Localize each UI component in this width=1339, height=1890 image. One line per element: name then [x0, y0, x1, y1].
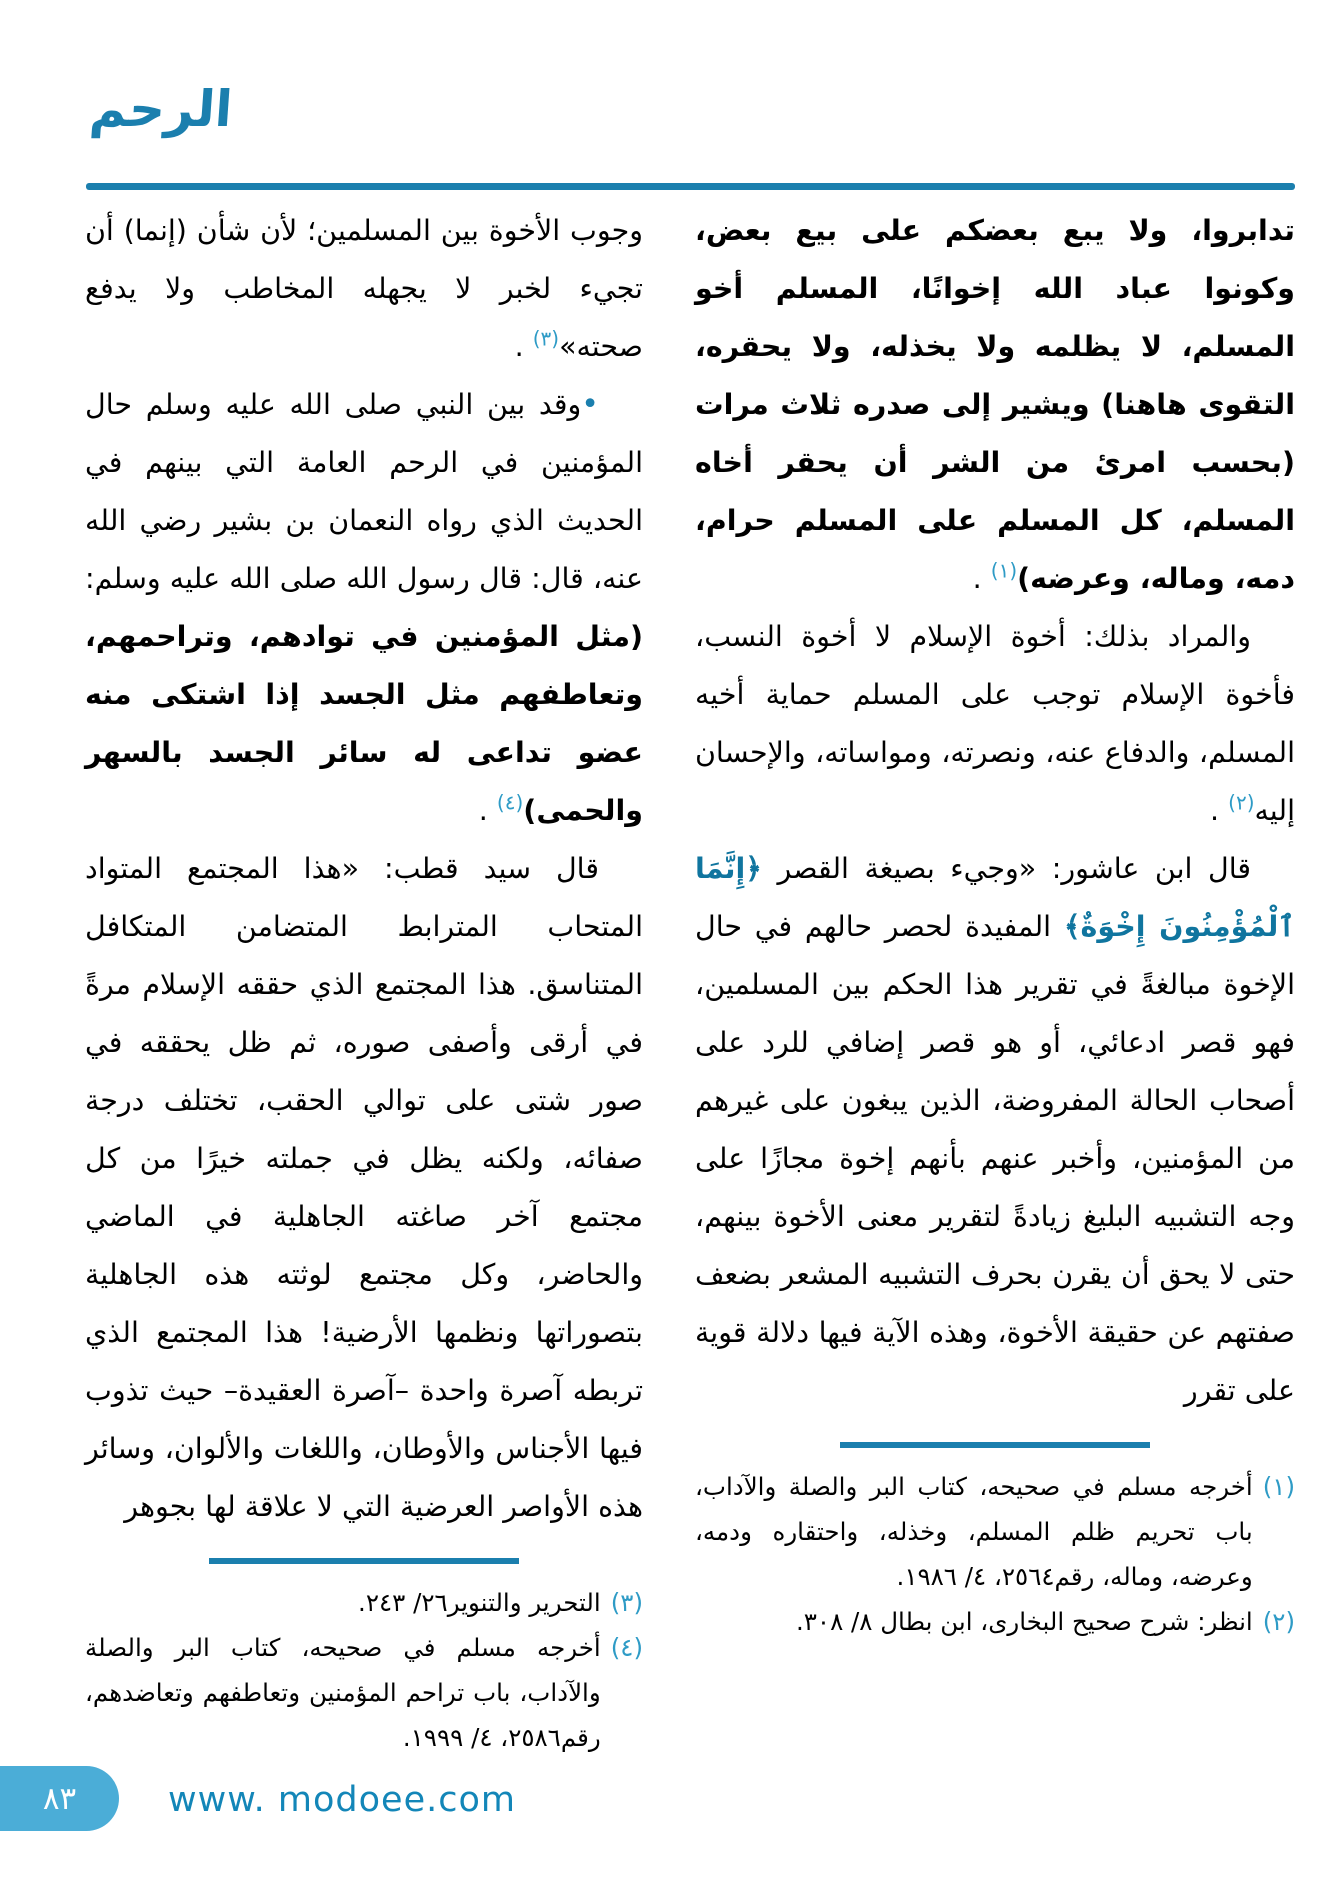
text-run: وجوب الأخوة بين المسلمين؛ لأن شأن (إنما) أن تجيء لخبر لا يجهله المخاطب ولا يدفع صحته» [85, 214, 643, 363]
text-run: . [478, 794, 497, 827]
page-number: ٨٣ [42, 1780, 77, 1817]
paragraph [695, 840, 1295, 1420]
footnotes-left [85, 1580, 643, 1760]
footnotes-right [695, 1464, 1295, 1644]
footnote-number: (١) [1262, 1472, 1295, 1501]
footnote [85, 1580, 643, 1625]
footnote-text: التحرير والتنوير٢٦/ ٢٤٣. [358, 1588, 601, 1617]
footnote-ref: (٢) [1228, 790, 1255, 815]
footnote-number: (٢) [1262, 1607, 1295, 1636]
footnote-text: أخرجه مسلم في صحيحه، كتاب البر والصلة والآداب، باب تراحم المؤمنين وتعاطفهم وتعاضدهم، رقم٢٥٨٦، ٤/ ١٩٩٩. [85, 1633, 601, 1752]
footnote-separator-left [209, 1558, 519, 1564]
column-left-text [85, 202, 643, 1536]
text-run: المفيدة لحصر حالهم في حال الإخوة مبالغةً في تقرير هذا الحكم بين المسلمين، فهو قصر ادعائي، أو هو قصر إضافي للرد على أصحاب الحالة المفروضة، الذين يبغون على غيرهم من المؤمنين، وأخبر عنهم بأنهم إخوة مجازًا على وجه التشبيه البليغ زيادةً لتقرير معنى الأخوة بينهم، حتى لا يحق أن يقرن بحرف التشبيه المشعر بضعف صفتهم عن حقيقة الأخوة، وهذه الآية فيها دلالة قوية على تقرر [695, 910, 1295, 1407]
column-right-text [695, 202, 1295, 1420]
footnote-ref: (٣) [532, 326, 560, 351]
footnote-text: أخرجه مسلم في صحيحه، كتاب البر والصلة والآداب، باب تحريم ظلم المسلم، وخذله، واحتقاره ودمه، وعرضه، وماله، رقم٢٥٦٤، ٤/ ١٩٨٦. [695, 1472, 1253, 1591]
footnote-number: (٤) [610, 1633, 643, 1662]
quran-verse: ﴿إِنَّمَا ٱلْمُؤْمِنُونَ إِخْوَةٌ﴾ [695, 852, 1295, 943]
website-link[interactable]: www. modoee.com [168, 1780, 516, 1820]
text-run: . [972, 562, 991, 595]
column-right [695, 202, 1295, 1760]
text-run: والمراد بذلك: أخوة الإسلام لا أخوة النسب، فأخوة الإسلام توجب على المسلم حماية أخيه المسلم، والدفاع عنه، ونصرته، ومواساته، والإحسان إليه [695, 620, 1295, 827]
footnote [85, 1625, 643, 1760]
footnote-text: انظر: شرح صحيح البخارى، ابن بطال ٨/ ٣٠٨. [795, 1607, 1253, 1636]
paragraph [85, 840, 643, 1536]
footnote-number: (٣) [610, 1588, 643, 1617]
hadith-bold-text: (مثل المؤمنين في توادهم، وتراحمهم، وتعاطفهم مثل الجسد إذا اشتكى منه عضو تداعى له سائر الجسد بالسهر والحمى) [85, 620, 643, 827]
text-run: قال ابن عاشور: «وجيء بصيغة القصر [761, 852, 1251, 885]
column-left [85, 202, 643, 1760]
paragraph-bullet: • [581, 387, 599, 422]
paragraph [85, 202, 643, 376]
header-divider-line [86, 183, 1295, 190]
paragraph [85, 376, 643, 840]
footnote [695, 1599, 1295, 1644]
paragraph [695, 202, 1295, 608]
page-number-badge [0, 1766, 119, 1831]
paragraph [695, 608, 1295, 840]
page-header-title: الرحم [87, 80, 235, 138]
footnote-ref: (٤) [496, 790, 524, 815]
text-run: . [514, 330, 533, 363]
footnote [695, 1464, 1295, 1599]
hadith-bold-text: تدابروا، ولا يبع بعضكم على بيع بعض، وكونوا عباد الله إخوانًا، المسلم أخو المسلم، لا يظلمه ولا يخذله، ولا يحقره، التقوى هاهنا) ويشير إلى صدره ثلاث مرات (بحسب امرئ من الشر أن يحقر أخاه المسلم، كل المسلم على المسلم حرام، دمه، وماله، وعرضه) [695, 214, 1295, 595]
two-column-body [85, 202, 1295, 1760]
footnote-ref: (١) [990, 558, 1018, 583]
text-run: وقد بين النبي صلى الله عليه وسلم حال المؤمنين في الرحم العامة التي بينهم في الحديث الذي رواه النعمان بن بشير رضي الله عنه، قال: قال رسول الله صلى الله عليه وسلم: [85, 388, 643, 595]
text-run: . [1210, 794, 1229, 827]
text-run: قال سيد قطب: «هذا المجتمع المتواد المتحاب المترابط المتضامن المتكافل المتناسق. هذا المجتمع الذي حققه الإسلام مرةً في أرقى وأصفى صوره، ثم ظل يحققه في صور شتى على توالي الحقب، تختلف درجة صفائه، ولكنه يظل في جملته خيرًا من كل مجتمع آخر صاغته الجاهلية في الماضي والحاضر، وكل مجتمع لوثته هذه الجاهلية بتصوراتها ونظمها الأرضية! هذا المجتمع الذي تربطه آصرة واحدة –آصرة العقيدة– حيث تذوب فيها الأجناس والأوطان، واللغات والألوان، وسائر هذه الأواصر العرضية التي لا علاقة لها بجوهر [85, 852, 643, 1523]
footnote-separator-right [840, 1442, 1150, 1448]
